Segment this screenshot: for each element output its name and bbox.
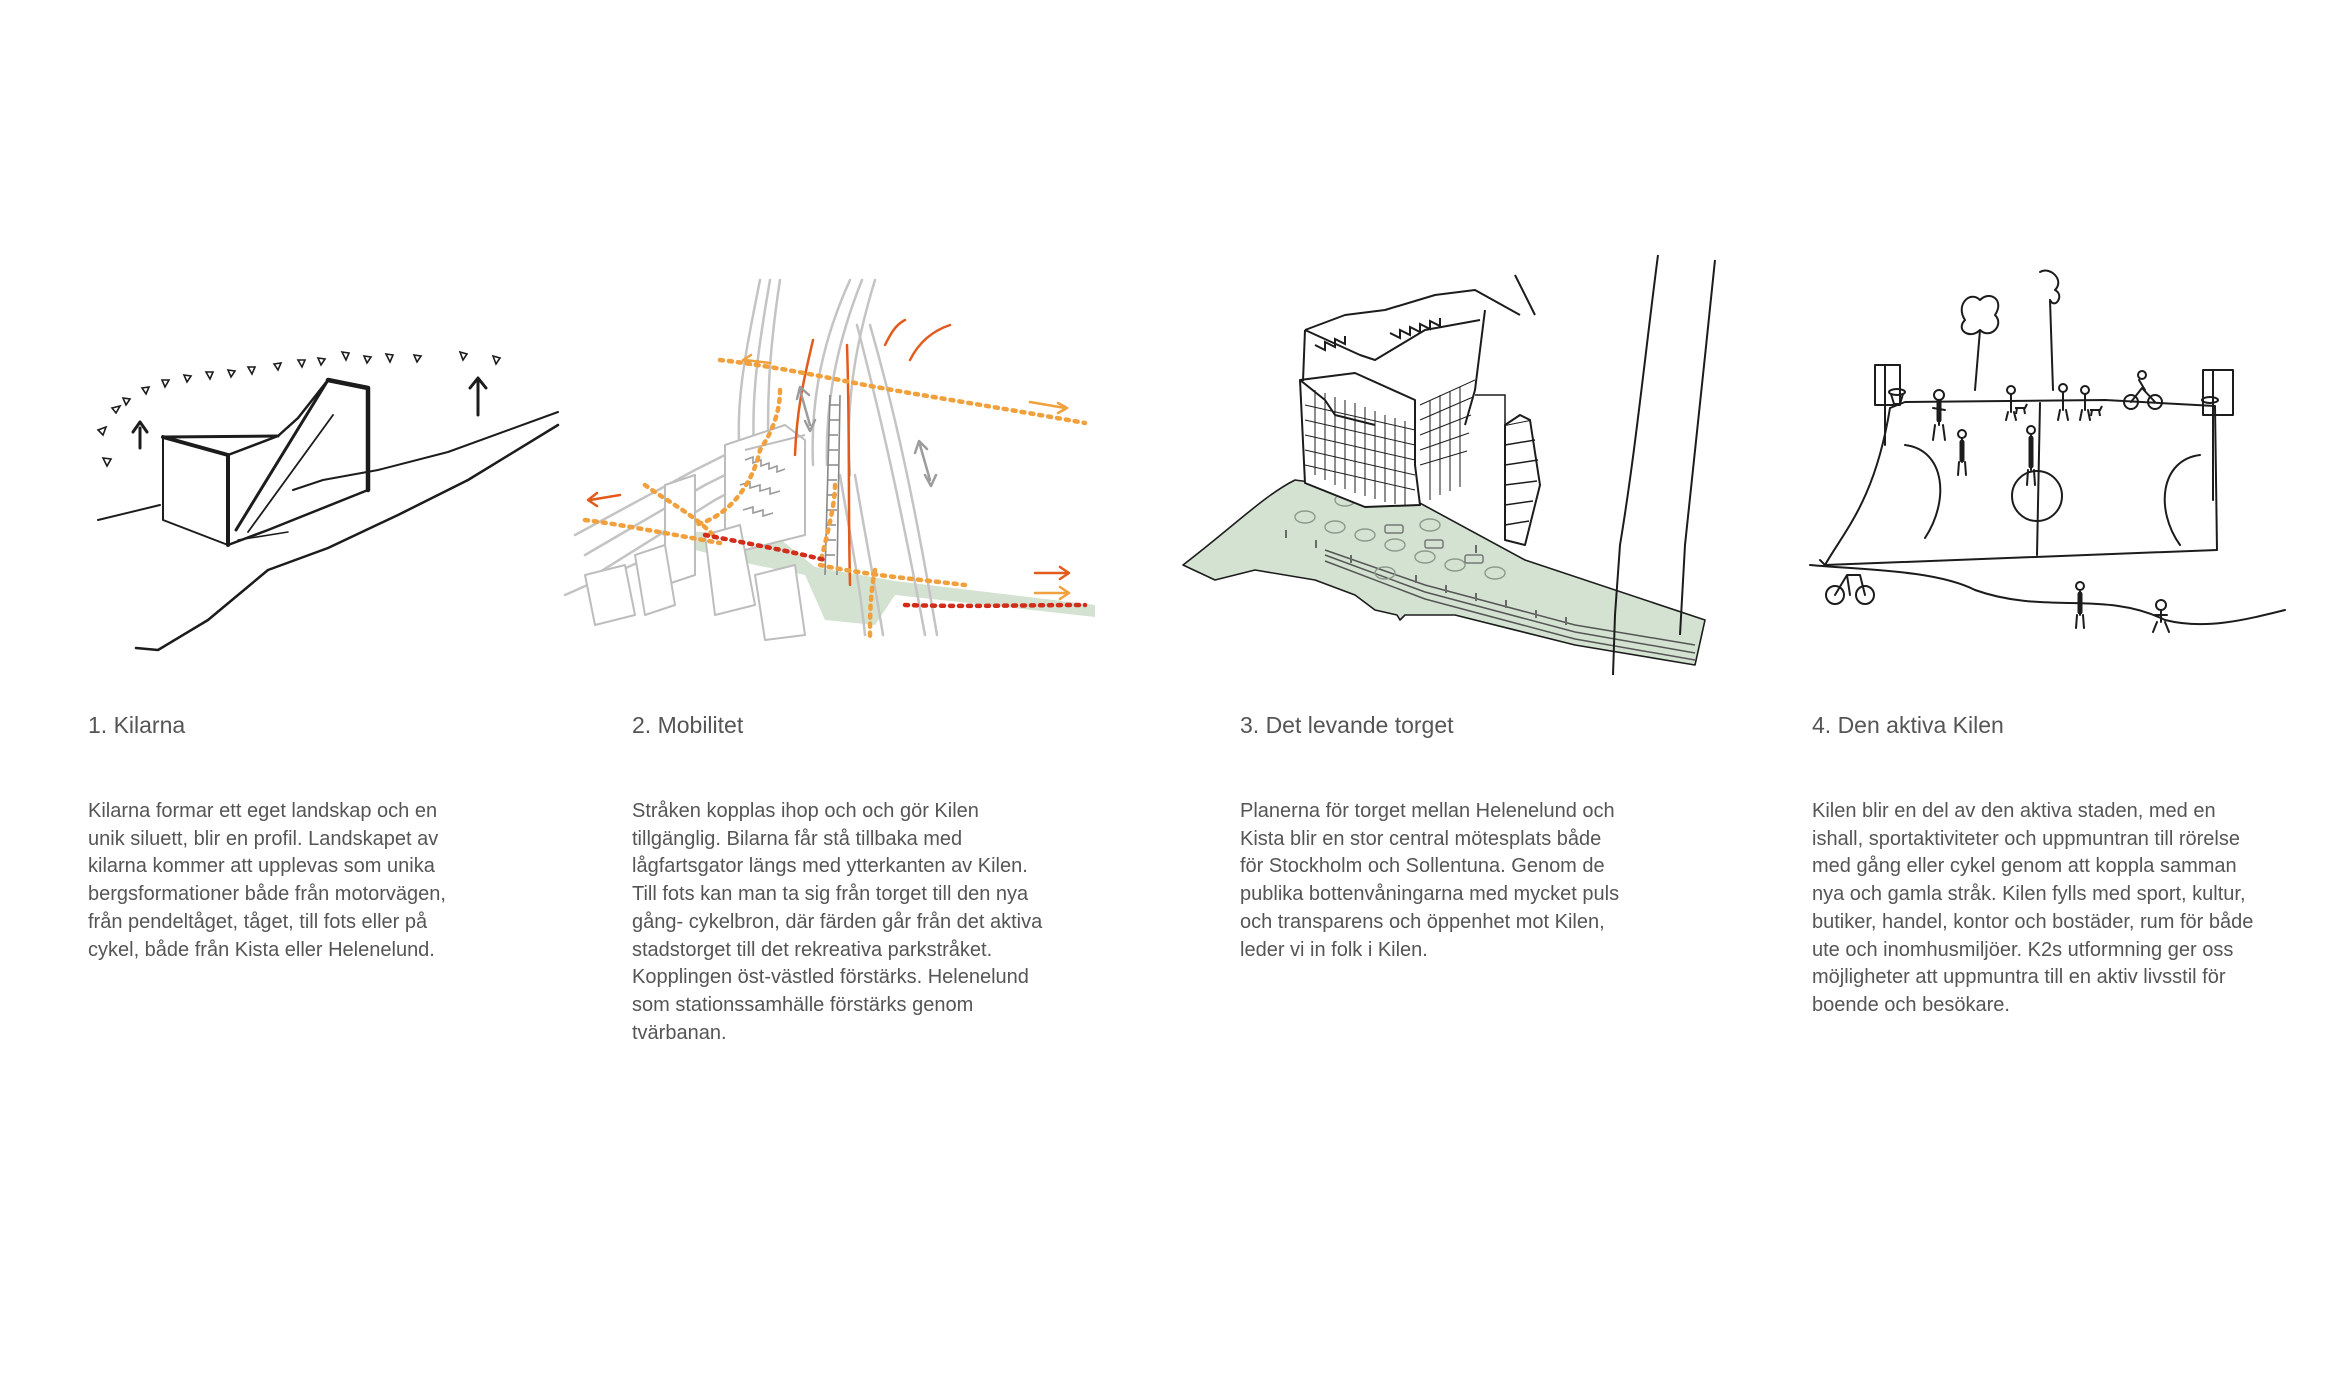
triangle-markers xyxy=(98,352,500,466)
panel-1-heading: 1. Kilarna xyxy=(88,712,186,738)
panel-2-heading: 2. Mobilitet xyxy=(632,712,744,738)
panel-4-heading: 4. Den aktiva Kilen xyxy=(1812,712,2004,738)
sports-court-sketch xyxy=(1805,270,2325,640)
plaza-building-sketch xyxy=(1175,255,1735,675)
landscape-wedge-sketch xyxy=(88,320,568,660)
panel-1-description: Kilarna formar ett eget landskap och en unik siluett, blir en profil. Landskapet av kilarna kommer att upplevas som unika bergsformationer både från motorvägen, från pendeltåget, tåget, till fots eller på cykel, både från Kista eller Helenelund. xyxy=(88,800,446,961)
panel-3-description: Planerna för torget mellan Helenelund och Kista blir en stor central mötesplats både för Stockholm och Sollentuna. Genom de publika bottenvåningarna med mycket puls och transparens och öppenhet mot Kilen, leder vi in folk i Kilen. xyxy=(1240,800,1620,961)
mobility-routes-sketch xyxy=(565,275,1100,645)
panel-2-description: Stråken kopplas ihop och och gör Kilen tillgänglig. Bilarna får stå tillbaka med lågfartsgator längs med ytterkanten av Kilen. Till fots kan man ta sig från torget till den nya gång- cykelbron, där färden går från det aktiva stadstorget till det rekreativa parkstråket. Kopplingen öst-västled förstärks. Helenelund som stationssamhälle förstärks genom tvärbanan. xyxy=(632,800,1043,1044)
panel-3-heading: 3. Det levande torget xyxy=(1240,712,1454,738)
panel-4-description: Kilen blir en del av den aktiva staden, med en ishall, sportaktiviteter och uppmuntran till rörelse med gång eller cykel genom att koppla samman nya och gamla stråk. Kilen fylls med sport, kultur, butiker, handel, kontor och bostäder, rum för både ute och inomhusmiljöer. K2s utformning ger oss möjligheter att uppmuntra till en aktiv livsstil för boende och besökare. xyxy=(1812,800,2254,1016)
